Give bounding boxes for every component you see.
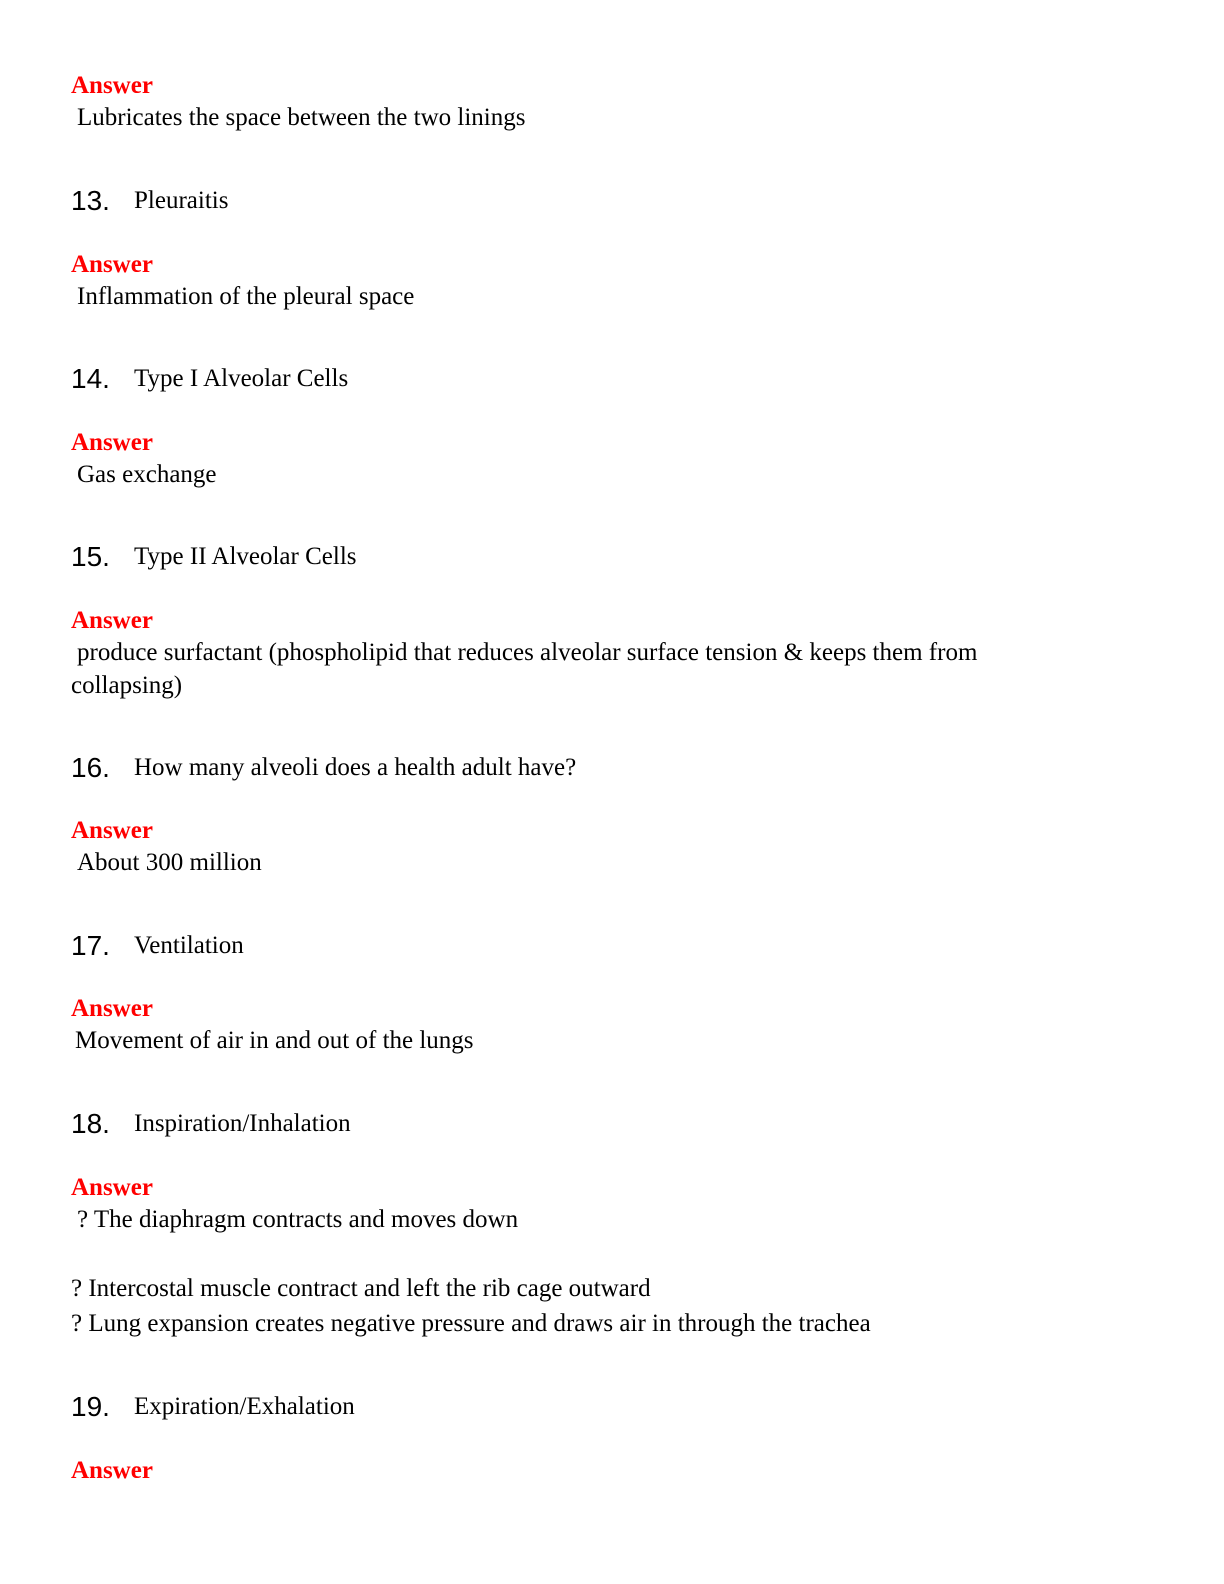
- question-number: 18.: [71, 1108, 110, 1139]
- answer-text: ? Lung expansion creates negative pressure and draws air in through the trachea: [71, 1310, 871, 1337]
- question-number: 19.: [71, 1391, 110, 1422]
- answer-text: About 300 million: [77, 849, 262, 876]
- question-term: Expiration/Exhalation: [134, 1393, 355, 1420]
- answer-text: Inflammation of the pleural space: [77, 283, 415, 310]
- answer-label: Answer: [71, 72, 153, 99]
- answer-text: ? The diaphragm contracts and moves down: [77, 1206, 519, 1233]
- answer-label: Answer: [71, 429, 153, 456]
- question-number: 16.: [71, 752, 110, 783]
- answer-text: collapsing): [71, 672, 183, 699]
- question-term: Ventilation: [134, 932, 244, 959]
- answer-text: Gas exchange: [77, 461, 217, 488]
- answer-label: Answer: [71, 1457, 153, 1484]
- question-term: Type II Alveolar Cells: [134, 543, 357, 570]
- answer-label: Answer: [71, 995, 153, 1022]
- answer-text: produce surfactant (phospholipid that reduces alveolar surface tension & keeps them from: [77, 639, 978, 666]
- question-term: Pleuraitis: [134, 187, 229, 214]
- answer-label: Answer: [71, 251, 153, 278]
- answer-text: Movement of air in and out of the lungs: [75, 1027, 474, 1054]
- answer-label: Answer: [71, 817, 153, 844]
- question-number: 14.: [71, 363, 110, 394]
- question-term: Inspiration/Inhalation: [134, 1110, 351, 1137]
- answer-text: ? Intercostal muscle contract and left the rib cage outward: [71, 1275, 651, 1302]
- question-number: 15.: [71, 541, 110, 572]
- question-term: How many alveoli does a health adult have?: [134, 754, 577, 781]
- answer-label: Answer: [71, 1174, 153, 1201]
- answer-label: Answer: [71, 607, 153, 634]
- question-number: 13.: [71, 185, 110, 216]
- question-number: 17.: [71, 930, 110, 961]
- answer-text: Lubricates the space between the two linings: [77, 104, 526, 131]
- question-term: Type I Alveolar Cells: [134, 365, 349, 392]
